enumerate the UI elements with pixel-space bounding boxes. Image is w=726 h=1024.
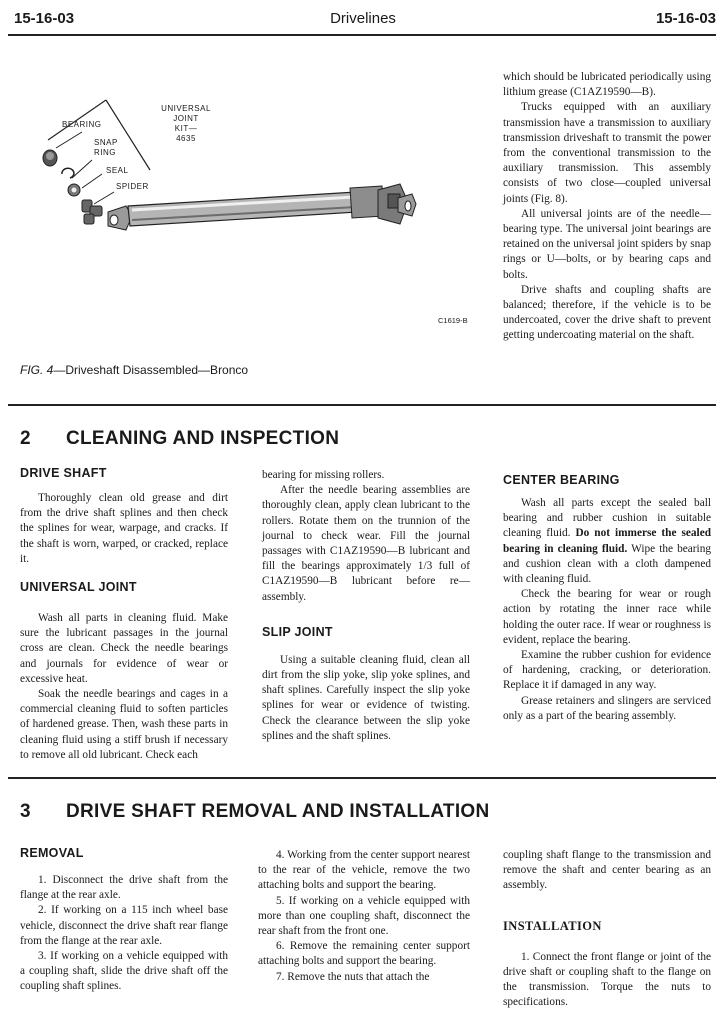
removal-steps	[20, 873, 228, 995]
removal-steps-cont-2	[503, 848, 711, 894]
step: 1. Connect the front flange or joint of the drive shaft or coupling shaft to the flange on the transmission. Torque the nuts to specifications.	[503, 950, 711, 1009]
section-2-col-3	[503, 473, 711, 724]
label-snap: SNAP	[94, 138, 118, 147]
paragraph: Wash all parts in cleaning fluid. Make sure the lubricant passages in the journal cross are clean. Check the needle bearings and journals for evidence of wear or excessive heat.	[20, 612, 228, 685]
paragraph: Check the bearing for wear or rough action by rotating the inner race while holding the outer race. If wear or roughness is evident, replace the bearing.	[503, 588, 711, 646]
center-bearing-text	[503, 496, 711, 724]
subheading-removal: REMOVAL	[20, 846, 84, 860]
section-3-col-3	[503, 848, 711, 1010]
step: 3. If working on a vehicle equipped with a coupling shaft, slide the drive shaft off the coupling shaft splines.	[20, 950, 228, 993]
removal-steps-cont	[258, 848, 470, 985]
paragraph: Examine the rubber cushion for evidence of hardening, cracking, or deterioration. Replace it if damaged in any way.	[503, 649, 711, 692]
paragraph: bearing for missing rollers.	[262, 469, 385, 481]
figure-caption-text: —Driveshaft Disassembled—Bronco	[53, 363, 249, 377]
section-2-col-1	[20, 466, 228, 763]
label-kit: KIT—	[174, 124, 198, 133]
label-kit-number: 4635	[176, 134, 196, 143]
universal-joint-text	[20, 611, 228, 763]
section-2-heading	[20, 428, 339, 450]
page-number-right: 15-16-03	[655, 10, 716, 27]
section-3-col-2	[258, 848, 470, 985]
header-rule	[8, 34, 716, 36]
step: 5. If working on a vehicle equipped with more than one coupling shaft, disconnect the rear shaft from the front one.	[258, 894, 470, 938]
subheading-installation: INSTALLATION	[503, 918, 602, 933]
driveshaft-illustration	[10, 60, 490, 350]
slip-joint-text	[262, 653, 470, 744]
section-rule	[8, 404, 716, 406]
section-title: DRIVE SHAFT REMOVAL AND INSTALLATION	[66, 801, 490, 822]
top-right-column	[503, 70, 711, 344]
figure-code: C1619-B	[438, 316, 468, 325]
paragraph: All universal joints are of the needle—bearing type. The universal joint bearings are retained on the universal joint spiders by snap rings or U—bolts, or by bearing caps and bolts.	[503, 207, 711, 281]
label-universal: UNIVERSAL	[161, 104, 211, 113]
warning-text: Do not immerse the sealed bearing in cleaning fluid.	[503, 527, 711, 555]
section-title: CLEANING AND INSPECTION	[66, 428, 340, 449]
step: coupling shaft flange to the transmission and remove the shaft and center bearing as an assembly.	[503, 849, 711, 892]
step: 4. Working from the center support nearest to the rear of the vehicle, remove the two attaching bolts and support the bearing.	[258, 849, 470, 892]
subheading-center-bearing: CENTER BEARING	[503, 473, 620, 487]
paragraph: Soak the needle bearings and cages in a commercial cleaning fluid to soften particles of hardened grease. Then, wash these parts in cleaning fluid using a stiff brush if necessary to remove all old lubricant. Check each	[20, 688, 228, 761]
paragraph: Trucks equipped with an auxiliary transmission have a transmission to auxiliary transmission driveshaft to transmit the power from the conventional transmission to the auxiliary transmission. This assembly consists of two close—coupled universal joints (Fig. 8).	[503, 101, 711, 205]
section-rule	[8, 777, 716, 779]
page-header-title: Drivelines	[330, 10, 396, 27]
label-universal-joint-kit	[154, 104, 218, 144]
step: 7. Remove the nuts that attach the	[276, 970, 430, 983]
label-joint: JOINT	[173, 114, 199, 123]
step: 6. Remove the remaining center support attaching bolts and support the bearing.	[258, 940, 470, 968]
subheading-drive-shaft: DRIVE SHAFT	[20, 466, 107, 480]
paragraph: After the needle bearing assemblies are thoroughly clean, apply clean lubricant to the rollers. Rotate them on the trunnion of the journal to check wear. Fill the journal passages with C1AZ19590—B lubricant and fill the bearings approximately 1/3 full of C1AZ19590—B lubricant before re—assembly.	[262, 484, 470, 603]
drive-shaft-text	[20, 491, 228, 567]
step: 1. Disconnect the drive shaft from the flange at the rear axle.	[20, 874, 228, 902]
section-3-col-1	[20, 846, 228, 995]
label-spider: SPIDER	[116, 182, 149, 191]
label-seal: SEAL	[106, 166, 129, 175]
page-number-left: 15-16-03	[14, 10, 75, 27]
step: 2. If working on a 115 inch wheel base vehicle, disconnect the drive shaft rear flange from the flange at the rear axle.	[20, 904, 228, 947]
figure-caption-number: FIG. 4	[20, 363, 54, 377]
figure-caption	[20, 363, 248, 377]
subheading-universal-joint: UNIVERSAL JOINT	[20, 580, 137, 595]
text-run: Wipe the bearing and cushion clean with a cloth dampened with cleaning fluid.	[503, 542, 711, 586]
paragraph: Drive shafts and coupling shafts are balanced; therefore, if the vehicle is to be undercoated, cover the drive shaft to prevent getting undercoating material on the shaft.	[503, 283, 711, 342]
paragraph: Thoroughly clean old grease and dirt from the drive shaft splines and then check the splines for wear, warpage, and cracks. If the shaft is worn, warped, or cracked, replace it.	[20, 492, 228, 565]
text-run: Wash all parts except the sealed ball bearing and rubber cushion in suitable cleaning fluid.	[503, 497, 711, 540]
installation-steps	[503, 950, 711, 1011]
label-bearing: BEARING	[62, 120, 102, 129]
label-ring: RING	[94, 148, 116, 157]
subheading-slip-joint: SLIP JOINT	[262, 624, 333, 639]
section-2-col-2	[262, 468, 470, 744]
paragraph	[503, 496, 711, 587]
paragraph: Grease retainers and slingers are serviced only as a part of the bearing assembly.	[503, 694, 711, 722]
section-number: 3	[20, 801, 31, 822]
section-number: 2	[20, 428, 31, 449]
figure-driveshaft	[10, 60, 490, 350]
paragraph: Using a suitable cleaning fluid, clean all dirt from the slip yoke, slip yoke splines, and shaft splines. Carefully inspect the slip yoke splines for wear or evidence of twisting. Check the clearance between the slip yoke splines and the shaft splines.	[262, 653, 470, 742]
paragraph: which should be lubricated periodically using lithium grease (C1AZ19590—B).	[503, 71, 711, 99]
section-3-heading	[20, 801, 490, 823]
universal-joint-text-cont	[262, 468, 470, 605]
label-snap-ring	[94, 138, 118, 158]
